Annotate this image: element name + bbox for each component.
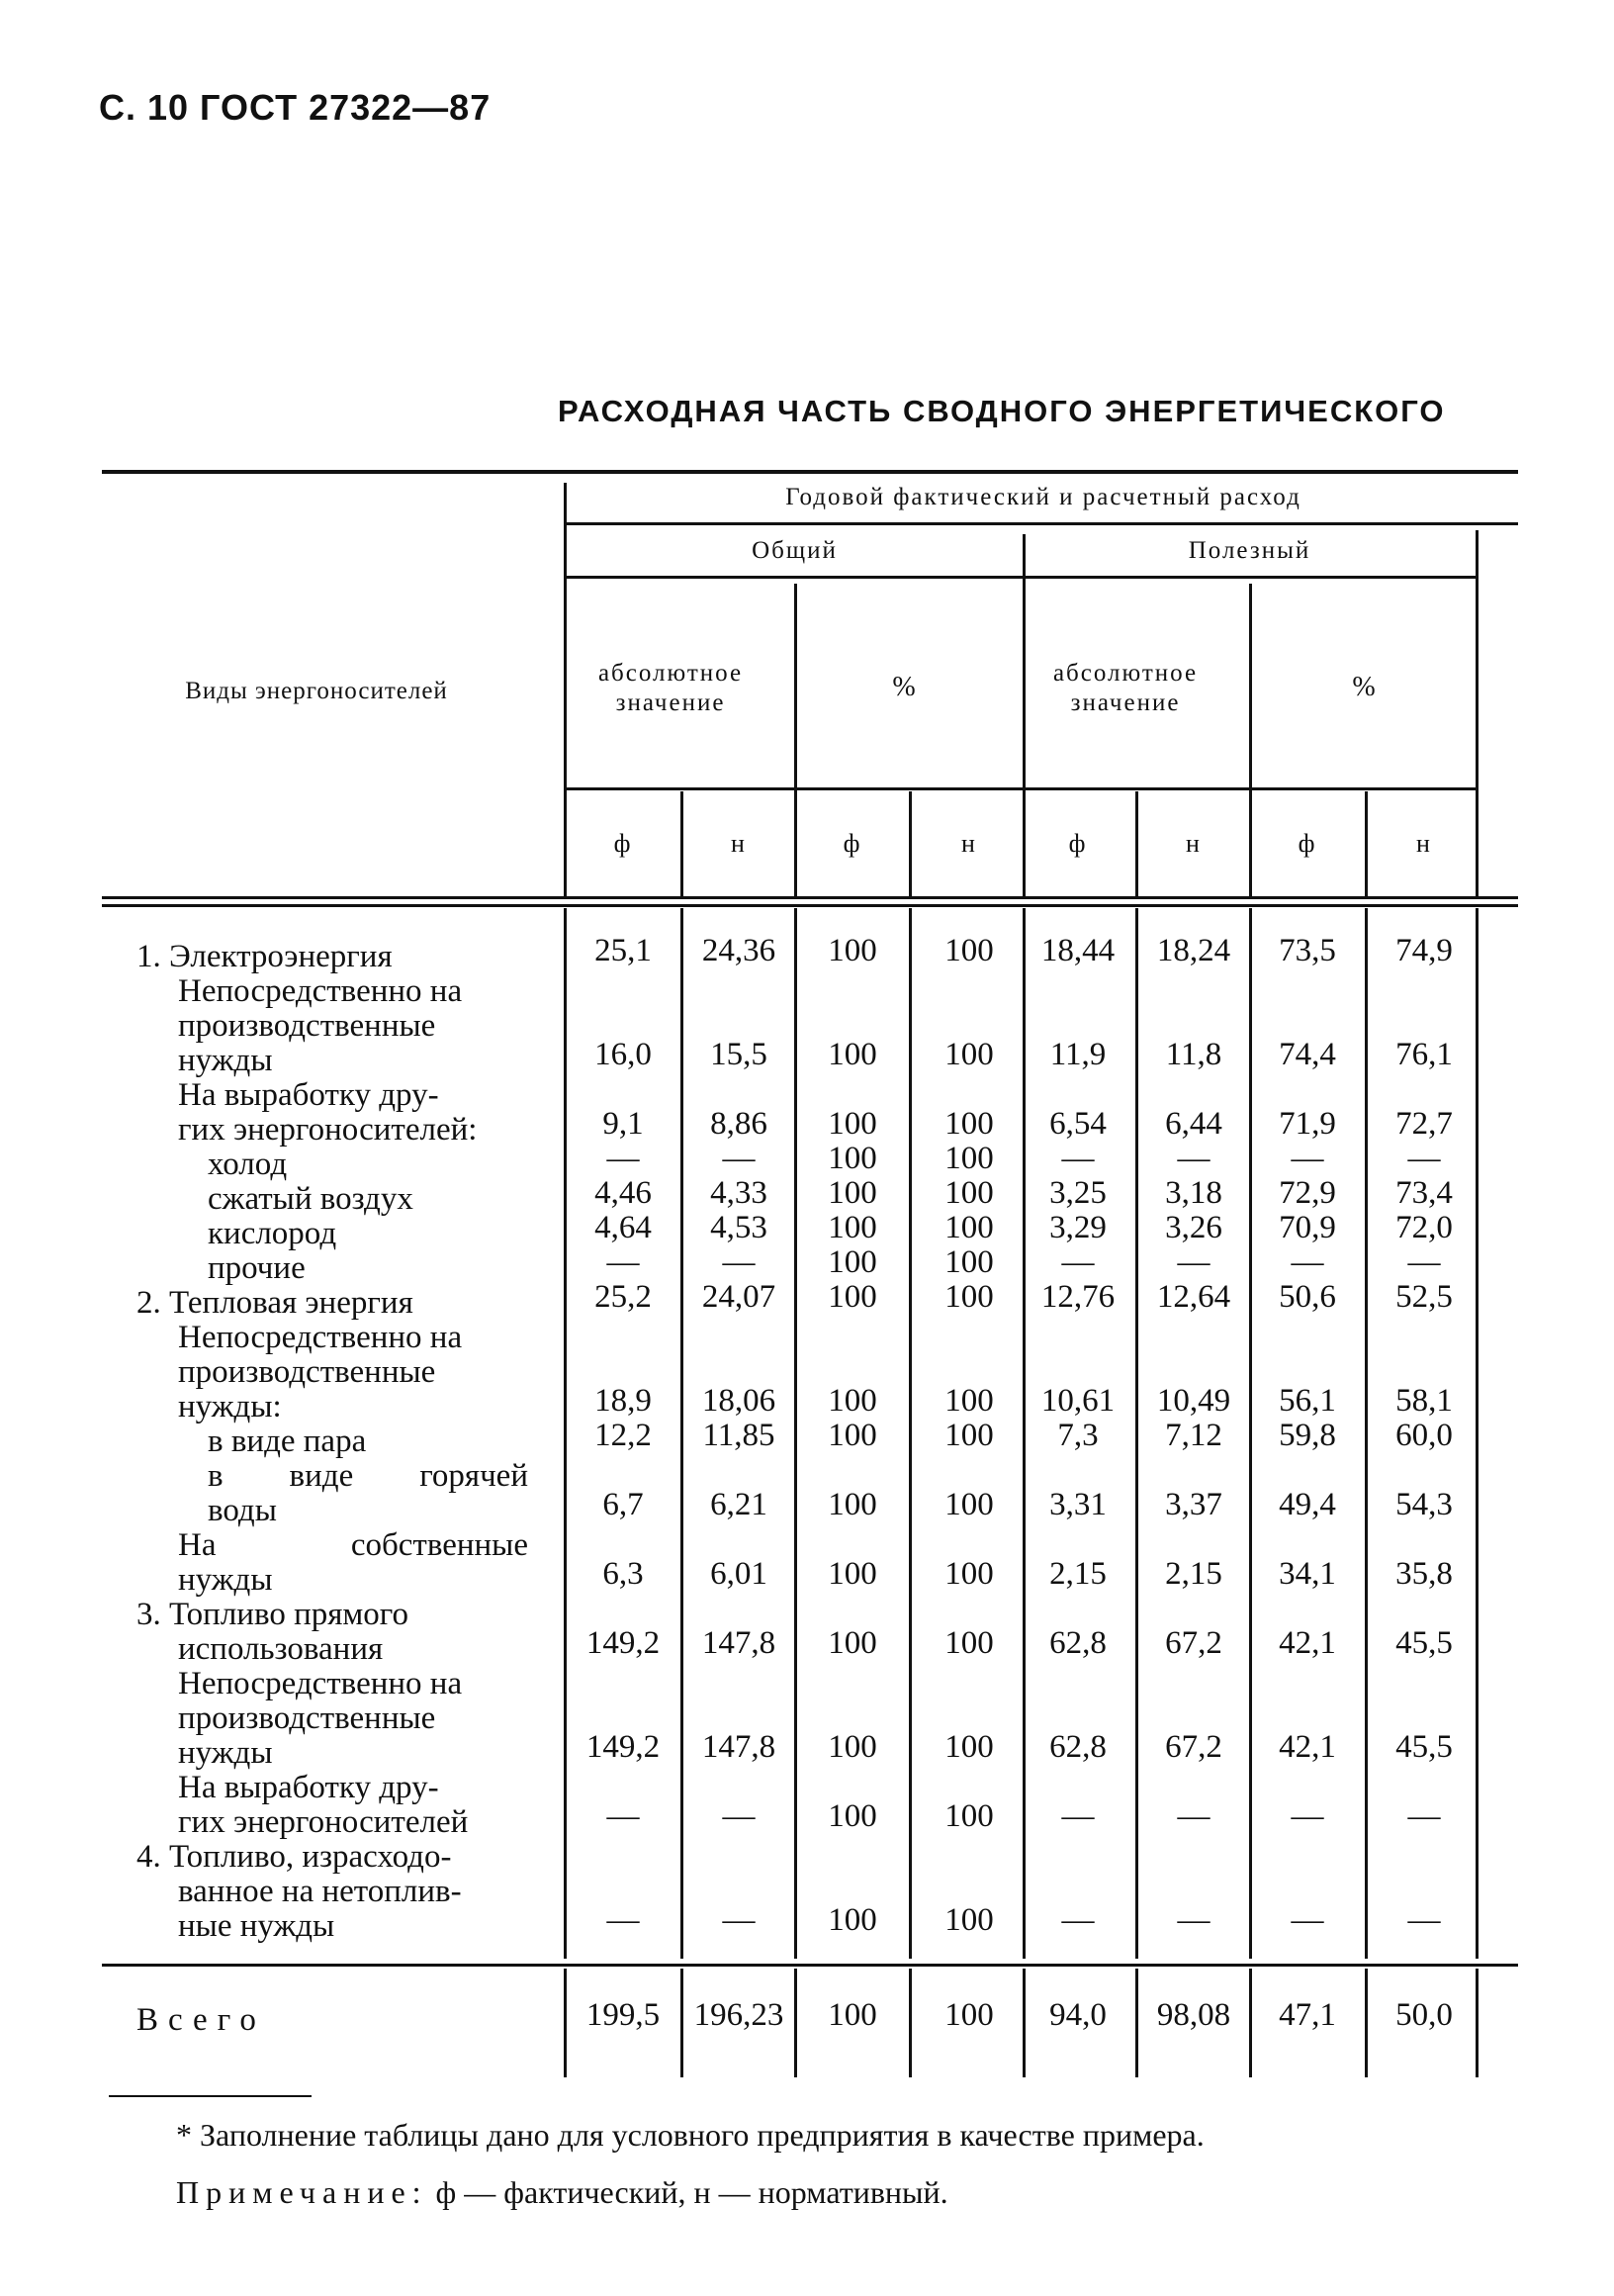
table-cell: 42,1 xyxy=(1279,1625,1336,1661)
total-cell: 94,0 xyxy=(1049,1997,1107,2033)
table-cell: 4,64 xyxy=(594,1210,652,1245)
grid-line-fn-header xyxy=(680,791,683,898)
table-cell: 9,1 xyxy=(602,1106,644,1142)
table-cell: 62,8 xyxy=(1049,1625,1107,1661)
grid-line-header-left xyxy=(564,483,567,898)
row-label: нужды xyxy=(178,1043,273,1078)
table-cell: — xyxy=(606,1141,640,1176)
row-label: кислород xyxy=(208,1216,337,1251)
grid-line-abs-pct-body xyxy=(794,908,797,1959)
grid-line-abs-pct-total xyxy=(1249,1969,1252,2077)
row-label: 1. Электроэнергия xyxy=(136,939,393,974)
table-cell: — xyxy=(1407,1141,1441,1176)
table-cell: 6,7 xyxy=(602,1487,644,1522)
table-cell: 3,37 xyxy=(1165,1487,1222,1522)
note-label: Примечание: xyxy=(176,2174,428,2210)
table-cell: — xyxy=(606,1244,640,1280)
grid-line-abs-pct-total xyxy=(794,1969,797,2077)
table-cell: — xyxy=(722,1244,756,1280)
row-label: Непосредственно на xyxy=(178,1666,463,1701)
table-cell: 8,86 xyxy=(710,1106,767,1142)
grid-line-fn-header xyxy=(1365,791,1368,898)
table-cell: 67,2 xyxy=(1165,1729,1222,1765)
table-cell: 100 xyxy=(828,1141,877,1176)
total-cell: 98,08 xyxy=(1156,1997,1231,2033)
table-cell: 35,8 xyxy=(1395,1556,1453,1592)
table-cell: 73,4 xyxy=(1395,1175,1453,1211)
table-cell: 6,01 xyxy=(710,1556,767,1592)
table-cell: 10,49 xyxy=(1156,1383,1231,1419)
table-cell: 149,2 xyxy=(585,1625,661,1661)
table-cell: 18,44 xyxy=(1040,933,1116,968)
row-label: гих энергоносителей xyxy=(178,1804,469,1840)
total-cell: 199,5 xyxy=(585,1997,661,2033)
row-label: нужды xyxy=(178,1562,273,1598)
table-cell: 62,8 xyxy=(1049,1729,1107,1765)
table-cell: — xyxy=(1291,1244,1324,1280)
row-label: 2. Тепловая энергия xyxy=(136,1285,413,1321)
table-cell: — xyxy=(1177,1244,1210,1280)
subheader-n: н xyxy=(1186,829,1202,858)
table-cell: 45,5 xyxy=(1395,1729,1453,1765)
subheader-f: ф xyxy=(843,829,862,858)
table-cell: 4,33 xyxy=(710,1175,767,1211)
table-cell: 11,85 xyxy=(702,1418,775,1453)
grid-line-body-left xyxy=(564,908,567,1959)
table-cell: 100 xyxy=(828,1175,877,1211)
table-cell: 2,15 xyxy=(1049,1556,1107,1592)
table-top-rule xyxy=(102,470,1518,474)
table-cell: 6,3 xyxy=(602,1556,644,1592)
table-cell: 54,3 xyxy=(1395,1487,1453,1522)
table-cell: — xyxy=(1061,1244,1095,1280)
table-cell: 15,5 xyxy=(710,1037,767,1072)
table-cell: 11,9 xyxy=(1049,1037,1107,1072)
table-cell: — xyxy=(1061,1798,1095,1834)
subheader-n: н xyxy=(961,829,977,858)
subheader-f: ф xyxy=(1298,829,1317,858)
header-bottom-rule-1 xyxy=(102,896,1518,899)
table-cell: 25,2 xyxy=(594,1279,652,1315)
row-label: Непосредственно на xyxy=(178,1320,463,1355)
table-cell: 100 xyxy=(944,1487,994,1522)
table-cell: 100 xyxy=(944,1141,994,1176)
table-cell: 100 xyxy=(944,1729,994,1765)
row-label: холод xyxy=(208,1147,288,1182)
table-title: РАСХОДНАЯ ЧАСТЬ СВОДНОГО ЭНЕРГЕТИЧЕСКОГО xyxy=(558,394,1446,428)
table-cell: 100 xyxy=(944,1625,994,1661)
table-cell: 6,44 xyxy=(1165,1106,1222,1142)
table-cell: 18,06 xyxy=(701,1383,776,1419)
row-label: ные нужды xyxy=(178,1908,335,1944)
row-label: На выработку дру- xyxy=(178,1770,439,1805)
table-cell: 6,21 xyxy=(710,1487,767,1522)
column-header-useful-abs: абсолютное значение xyxy=(1052,660,1199,716)
table-cell: 52,5 xyxy=(1395,1279,1453,1315)
subheader-f: ф xyxy=(613,829,633,858)
column-header-total: Общий xyxy=(752,537,838,564)
table-cell: 42,1 xyxy=(1279,1729,1336,1765)
total-cell: 100 xyxy=(828,1997,877,2033)
table-cell: 100 xyxy=(828,1210,877,1245)
table-cell: — xyxy=(1407,1244,1441,1280)
table-cell: 100 xyxy=(828,1798,877,1834)
table-cell: 74,4 xyxy=(1279,1037,1336,1072)
grid-line-header-right xyxy=(1476,530,1479,898)
subheader-n: н xyxy=(1416,829,1432,858)
grid-line-fn-total xyxy=(1365,1969,1368,2077)
table-cell: 50,6 xyxy=(1279,1279,1336,1315)
subheader-n: н xyxy=(731,829,747,858)
table-cell: — xyxy=(1407,1902,1441,1938)
table-cell: 3,29 xyxy=(1049,1210,1107,1245)
note-text: ф — фактический, н — нормативный. xyxy=(427,2174,948,2210)
table-cell: 100 xyxy=(828,1902,877,1938)
grid-line-fn-total xyxy=(1135,1969,1138,2077)
row-label: нужды: xyxy=(178,1389,282,1424)
grid-line-fn-body xyxy=(909,908,912,1959)
grid-line-fn-total xyxy=(909,1969,912,2077)
table-cell: 11,8 xyxy=(1165,1037,1222,1072)
table-cell: — xyxy=(1291,1798,1324,1834)
total-row-label: Всего xyxy=(136,2002,266,2038)
table-cell: 147,8 xyxy=(701,1625,776,1661)
table-cell: 100 xyxy=(828,1383,877,1419)
row-label: производственные xyxy=(178,1700,436,1736)
table-cell: 18,24 xyxy=(1156,933,1231,968)
table-cell: — xyxy=(722,1798,756,1834)
total-cell: 50,0 xyxy=(1395,1997,1453,2033)
total-cell: 100 xyxy=(944,1997,994,2033)
grid-line-fn-body xyxy=(1365,908,1368,1959)
table-cell: 100 xyxy=(828,1556,877,1592)
table-cell: 100 xyxy=(828,1418,877,1453)
table-cell: 100 xyxy=(828,1625,877,1661)
table-cell: 24,36 xyxy=(701,933,776,968)
table-cell: 73,5 xyxy=(1279,933,1336,968)
grid-line-fn-body xyxy=(1135,908,1138,1959)
table-cell: — xyxy=(1177,1798,1210,1834)
table-cell: 70,9 xyxy=(1279,1210,1336,1245)
table-cell: 100 xyxy=(944,1244,994,1280)
row-label: На собственные xyxy=(178,1527,528,1563)
row-label: в виде пара xyxy=(208,1424,367,1459)
table-cell: — xyxy=(722,1141,756,1176)
table-cell: 100 xyxy=(944,1037,994,1072)
table-cell: — xyxy=(1407,1798,1441,1834)
table-cell: 100 xyxy=(944,1418,994,1453)
table-cell: 100 xyxy=(828,1729,877,1765)
table-cell: — xyxy=(1061,1902,1095,1938)
table-cell: 24,07 xyxy=(701,1279,776,1315)
table-cell: 72,0 xyxy=(1395,1210,1453,1245)
table-cell: — xyxy=(1061,1141,1095,1176)
column-header-useful-pct: % xyxy=(1352,672,1378,702)
subheader-f: ф xyxy=(1068,829,1088,858)
row-label: сжатый воздух xyxy=(208,1181,413,1217)
row-label: Непосредственно на xyxy=(178,973,463,1009)
table-cell: 100 xyxy=(828,1279,877,1315)
table-cell: — xyxy=(606,1902,640,1938)
table-cell: — xyxy=(1177,1902,1210,1938)
column-header-useful: Полезный xyxy=(1188,537,1311,564)
table-cell: 3,26 xyxy=(1165,1210,1222,1245)
table-cell: 100 xyxy=(944,1556,994,1592)
table-cell: 56,1 xyxy=(1279,1383,1336,1419)
grid-line-abs-pct xyxy=(1249,584,1252,898)
row-label: 3. Топливо прямого xyxy=(136,1597,409,1632)
table-cell: 100 xyxy=(944,1279,994,1315)
grid-line-fn-header xyxy=(1135,791,1138,898)
table-cell: 3,31 xyxy=(1049,1487,1107,1522)
table-cell: 72,9 xyxy=(1279,1175,1336,1211)
row-label: производственные xyxy=(178,1008,436,1044)
table-cell: 45,5 xyxy=(1395,1625,1453,1661)
column-header-total-pct: % xyxy=(892,672,918,702)
row-label: в виде горячей xyxy=(208,1458,528,1494)
table-cell: 10,61 xyxy=(1040,1383,1116,1419)
grid-line-fn-body xyxy=(680,908,683,1959)
column-header-types: Виды энергоносителей xyxy=(185,678,448,704)
table-cell: 2,15 xyxy=(1165,1556,1222,1592)
table-cell: 49,4 xyxy=(1279,1487,1336,1522)
table-cell: 34,1 xyxy=(1279,1556,1336,1592)
table-cell: 18,9 xyxy=(594,1383,652,1419)
table-cell: — xyxy=(1177,1141,1210,1176)
table-cell: 100 xyxy=(944,1383,994,1419)
abs-pct-rule xyxy=(567,787,1477,790)
table-cell: 100 xyxy=(944,1106,994,1142)
group-rule xyxy=(567,522,1518,525)
grid-line-header-mid xyxy=(1023,534,1026,898)
footnote-rule xyxy=(109,2095,312,2097)
header-bottom-rule-2 xyxy=(102,904,1518,907)
total-separator-rule xyxy=(102,1964,1518,1967)
grid-line-abs-pct xyxy=(794,584,797,898)
column-header-total-abs: абсолютное значение xyxy=(597,660,744,716)
table-cell: — xyxy=(606,1798,640,1834)
table-cell: 3,25 xyxy=(1049,1175,1107,1211)
row-label: производственные xyxy=(178,1354,436,1390)
row-label: нужды xyxy=(178,1735,273,1771)
table-cell: 7,3 xyxy=(1057,1418,1099,1453)
note xyxy=(176,2174,948,2211)
table-cell: 12,2 xyxy=(594,1418,652,1453)
row-label: 4. Топливо, израсходо- xyxy=(136,1839,452,1875)
page-header: С. 10 ГОСТ 27322—87 xyxy=(99,87,492,128)
table-cell: 100 xyxy=(828,1487,877,1522)
total-cell: 196,23 xyxy=(693,1997,784,2033)
table-cell: — xyxy=(1291,1141,1324,1176)
table-cell: 72,7 xyxy=(1395,1106,1453,1142)
grid-line-fn-header xyxy=(909,791,912,898)
row-label: ванное на нетоплив- xyxy=(178,1874,462,1909)
column-header-group: Годовой фактический и расчетный расход xyxy=(785,484,1301,510)
table-cell: 100 xyxy=(828,1106,877,1142)
table-cell: 100 xyxy=(828,1244,877,1280)
table-cell: 4,46 xyxy=(594,1175,652,1211)
table-cell: 147,8 xyxy=(701,1729,776,1765)
table-cell: 100 xyxy=(828,1037,877,1072)
table-cell: 7,12 xyxy=(1165,1418,1222,1453)
row-label: На выработку дру- xyxy=(178,1077,439,1113)
table-cell: 60,0 xyxy=(1395,1418,1453,1453)
table-cell: 67,2 xyxy=(1165,1625,1222,1661)
grid-line-fn-total xyxy=(680,1969,683,2077)
row-label: гих энергоносителей: xyxy=(178,1112,478,1148)
row-label: прочие xyxy=(208,1250,306,1286)
table-cell: 74,9 xyxy=(1395,933,1453,968)
table-cell: 12,64 xyxy=(1156,1279,1231,1315)
table-cell: 149,2 xyxy=(585,1729,661,1765)
table-cell: 58,1 xyxy=(1395,1383,1453,1419)
subgroup-rule xyxy=(567,576,1477,579)
row-label: воды xyxy=(208,1493,277,1528)
table-cell: 100 xyxy=(828,933,877,968)
table-cell: 100 xyxy=(944,1902,994,1938)
table-cell: 3,18 xyxy=(1165,1175,1222,1211)
table-cell: 100 xyxy=(944,1175,994,1211)
grid-line-abs-pct-body xyxy=(1249,908,1252,1959)
table-cell: 59,8 xyxy=(1279,1418,1336,1453)
table-cell: — xyxy=(722,1902,756,1938)
row-label: использования xyxy=(178,1631,384,1667)
table-cell: 6,54 xyxy=(1049,1106,1107,1142)
table-cell: 76,1 xyxy=(1395,1037,1453,1072)
table-cell: 12,76 xyxy=(1040,1279,1116,1315)
table-cell: 25,1 xyxy=(594,933,652,968)
table-cell: 100 xyxy=(944,1210,994,1245)
table-cell: 100 xyxy=(944,933,994,968)
table-cell: 100 xyxy=(944,1798,994,1834)
table-cell: 16,0 xyxy=(594,1037,652,1072)
table-cell: — xyxy=(1291,1902,1324,1938)
table-cell: 4,53 xyxy=(710,1210,767,1245)
total-cell: 47,1 xyxy=(1279,1997,1336,2033)
table-cell: 71,9 xyxy=(1279,1106,1336,1142)
grid-line-total-left xyxy=(564,1969,567,2077)
footnote: * Заполнение таблицы дано для условного предприятия в качестве примера. xyxy=(176,2117,1205,2153)
